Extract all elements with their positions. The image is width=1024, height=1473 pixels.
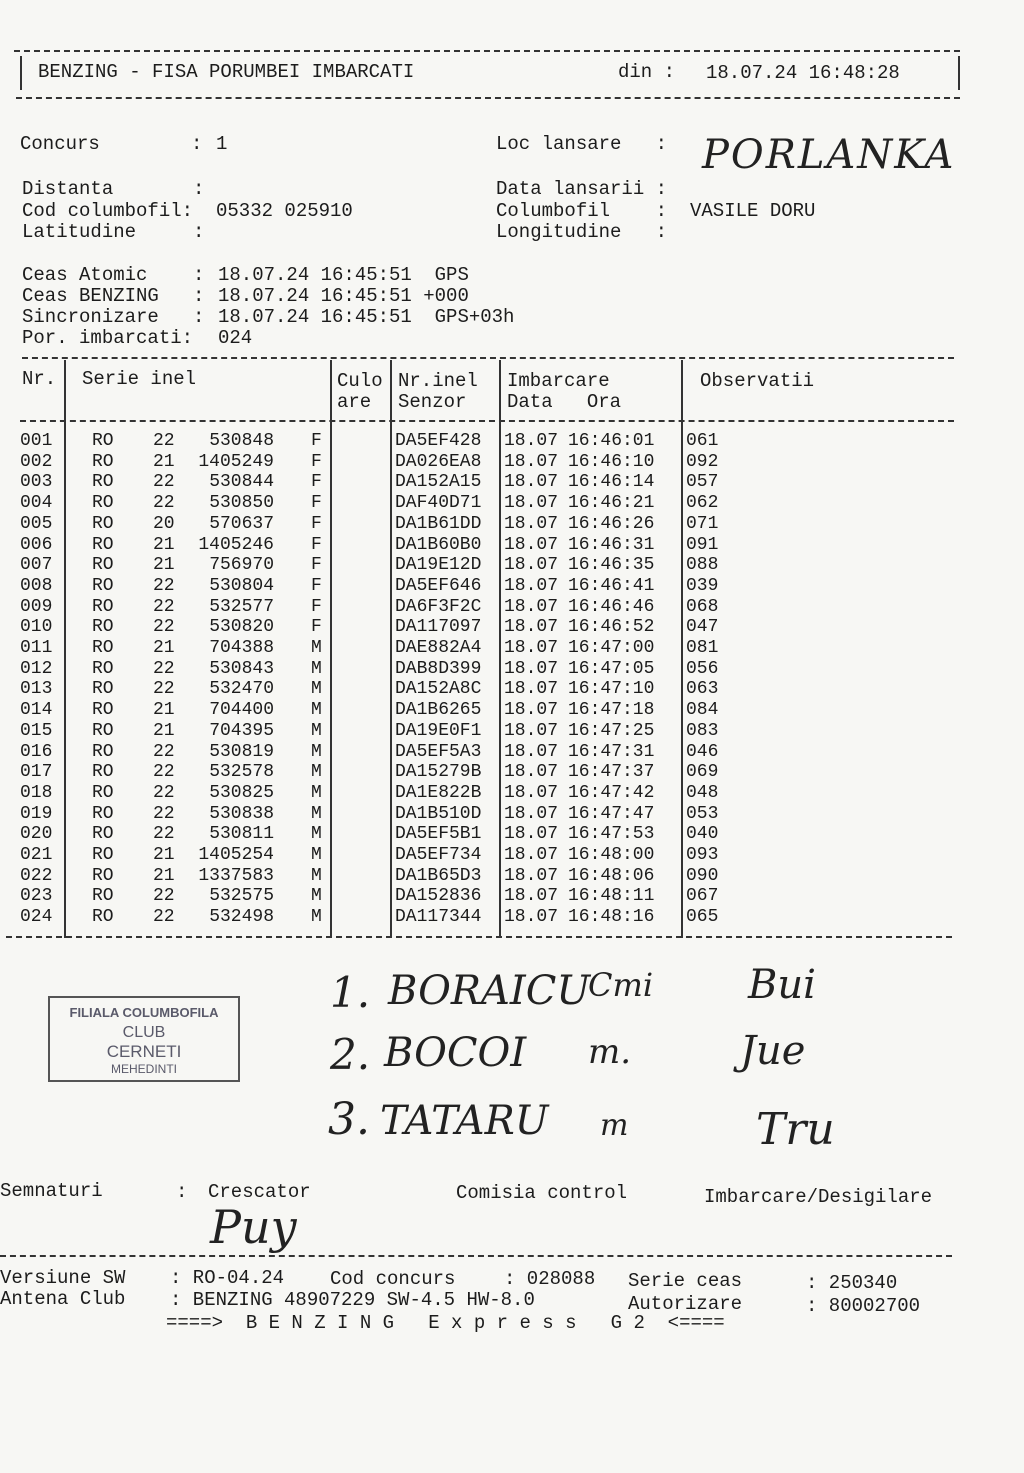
commission-1-name: BORAICU [388,968,591,1014]
col-sep-culoare [390,360,392,938]
cell-sex: M [311,782,322,803]
antena-club-value: : BENZING 48907229 SW-4.5 HW-8.0 [170,1289,535,1311]
col-header-nr-inel-1: Nr.inel [398,370,478,392]
table-bottom-border [6,936,952,938]
cell-senzor: DA152A15 [395,472,482,493]
ceas-benzing-value: 18.07.24 16:45:51 +000 [218,285,469,307]
cell-ora: 16:47:31 [568,741,655,762]
cell-sex: F [311,596,322,617]
cell-ora: 16:47:37 [568,762,655,783]
cell-obs: 093 [686,845,719,865]
imbarcare-desigilare-label: Imbarcare/Desigilare [704,1186,933,1208]
cell-data: 18.07 [504,720,559,741]
stamp-line-1: FILIALA COLUMBOFILA [69,1005,219,1020]
loc-lansare-handwritten: PORLANKA [702,132,956,178]
cell-senzor: DA1B61DD [395,513,482,534]
cell-senzor: DA026EA8 [395,451,482,472]
cell-ora: 16:46:35 [568,555,655,576]
cell-ora: 16:47:42 [568,782,655,803]
col-sep-imbarcare [681,360,683,938]
cell-an: 22 [153,803,175,824]
cell-ora: 16:47:18 [568,700,655,721]
cell-tara: RO [92,886,114,907]
cell-ora: 16:48:06 [568,865,655,886]
cell-nr: 015 [20,720,53,741]
loc-lansare-label: Loc lansare : [496,133,668,155]
cell-an: 21 [153,555,175,576]
porumbei-imbarcati-label: Por. imbarcati: [22,327,194,349]
cell-an: 22 [153,431,175,451]
commission-2-signature: Jue [740,1028,806,1074]
cell-tara: RO [92,907,114,928]
cell-nr: 002 [20,451,53,472]
header-top-border [14,50,960,52]
cell-tara: RO [92,679,114,700]
cell-sex: F [311,534,322,555]
cell-sex: M [311,762,322,783]
cell-data: 18.07 [504,472,559,493]
cell-senzor: DAF40D71 [395,493,482,514]
cell-sex: M [311,865,322,886]
commission-1-role: Cmi [588,966,654,1004]
cell-senzor: DA6F3F2C [395,596,482,617]
commission-2-number: 2. [330,1030,371,1079]
cell-sex: M [311,720,322,741]
cod-concurs-value: : 028088 [504,1268,596,1290]
sincronizare-label: Sincronizare : [22,306,205,328]
cell-tara: RO [92,451,114,472]
porumbei-imbarcati-value: 024 [218,327,253,349]
cell-ora: 16:46:10 [568,451,655,472]
versiune-sw-value: : RO-04.24 [170,1267,285,1289]
cell-sex: F [311,431,322,451]
cell-inel: 530811 [209,824,274,845]
cell-sex: F [311,513,322,534]
cell-data: 18.07 [504,679,559,700]
col-header-observatii: Observatii [700,370,815,392]
cell-data: 18.07 [504,824,559,845]
cell-sex: M [311,741,322,762]
cell-inel: 532577 [209,596,274,617]
cell-sex: M [311,658,322,679]
cell-senzor: DAE882A4 [395,638,482,658]
cell-nr: 013 [20,679,53,700]
cell-inel: 1337583 [198,865,274,886]
cell-data: 18.07 [504,907,559,928]
cell-nr: 004 [20,493,53,514]
cell-sex: F [311,451,322,472]
table-header-top-border [22,357,954,359]
cell-nr: 020 [20,824,53,845]
cell-an: 20 [153,513,175,534]
cell-sex: M [311,824,322,845]
cell-nr: 024 [20,907,53,928]
cell-data: 18.07 [504,886,559,907]
footer-top-border [0,1255,952,1257]
cell-tara: RO [92,431,114,451]
cell-senzor: DA1E822B [395,782,482,803]
cell-obs: 063 [686,679,719,700]
cell-nr: 022 [20,865,53,886]
col-sep-senzor [499,360,501,938]
cell-nr: 011 [20,638,53,658]
cell-nr: 012 [20,658,53,679]
cell-sex: M [311,638,322,658]
cell-inel: 756970 [209,555,274,576]
cell-senzor: DA5EF428 [395,431,482,451]
cell-sex: M [311,907,322,928]
commission-1-number: 1. [330,968,371,1017]
cell-senzor: DA5EF734 [395,845,482,865]
cell-data: 18.07 [504,451,559,472]
cell-tara: RO [92,555,114,576]
cell-nr: 016 [20,741,53,762]
cell-senzor: DA19E12D [395,555,482,576]
crescator-label: Crescator [208,1181,311,1203]
commission-2-role: m. [588,1032,632,1072]
cell-ora: 16:47:05 [568,658,655,679]
cell-an: 21 [153,865,175,886]
columbofil-label: Columbofil : [496,200,668,222]
cell-ora: 16:47:53 [568,824,655,845]
cell-tara: RO [92,638,114,658]
cell-ora: 16:48:11 [568,886,655,907]
cell-an: 22 [153,907,175,928]
cell-ora: 16:46:26 [568,513,655,534]
cell-an: 21 [153,534,175,555]
col-sep-serie [330,360,332,938]
cell-nr: 018 [20,782,53,803]
cell-sex: F [311,575,322,596]
semnaturi-colon: : [176,1181,188,1203]
cell-senzor: DA1B510D [395,803,482,824]
document-title: BENZING - FISA PORUMBEI IMBARCATI [38,61,415,83]
cell-inel: 570637 [209,513,274,534]
cell-nr: 008 [20,575,53,596]
col-header-nr: Nr. [22,368,57,390]
cell-obs: 046 [686,741,719,762]
cell-obs: 069 [686,762,719,783]
cell-data: 18.07 [504,555,559,576]
col-header-culoare-2: are [337,391,372,413]
cell-tara: RO [92,493,114,514]
cell-an: 22 [153,886,175,907]
cell-ora: 16:46:52 [568,617,655,638]
cell-obs: 057 [686,472,719,493]
cell-tara: RO [92,472,114,493]
cell-senzor: DA1B60B0 [395,534,482,555]
comisia-control-label: Comisia control [456,1182,628,1204]
col-header-culoare-1: Culo [337,370,383,392]
cell-an: 21 [153,451,175,472]
header-right-border [958,56,960,90]
cell-tara: RO [92,824,114,845]
cell-ora: 16:48:16 [568,907,655,928]
cell-obs: 092 [686,451,719,472]
cell-ora: 16:46:41 [568,575,655,596]
club-stamp [48,996,240,1082]
latitudine-label: Latitudine : [22,221,205,243]
cell-ora: 16:46:21 [568,493,655,514]
cell-nr: 017 [20,762,53,783]
cell-inel: 530838 [209,803,274,824]
cell-obs: 088 [686,555,719,576]
autorizare-value: : 80002700 [806,1295,921,1317]
benzing-express-banner: ====> B E N Z I N G E x p r e s s G 2 <==== [166,1312,725,1334]
cell-tara: RO [92,617,114,638]
cell-nr: 023 [20,886,53,907]
stamp-line-4: MEHEDINTI [111,1062,177,1076]
cell-data: 18.07 [504,596,559,617]
distanta-label: Distanta : [22,178,205,200]
cell-nr: 021 [20,845,53,865]
cell-nr: 005 [20,513,53,534]
cell-an: 22 [153,493,175,514]
cell-inel: 530843 [209,658,274,679]
cell-obs: 061 [686,431,719,451]
cell-an: 22 [153,741,175,762]
cell-data: 18.07 [504,782,559,803]
cell-senzor: DA5EF5B1 [395,824,482,845]
cell-obs: 047 [686,617,719,638]
cell-senzor: DA117344 [395,907,482,928]
cell-obs: 083 [686,720,719,741]
cell-inel: 532575 [209,886,274,907]
cell-inel: 1405254 [198,845,274,865]
cell-data: 18.07 [504,575,559,596]
cell-tara: RO [92,762,114,783]
commission-3-number: 3. [328,1094,370,1145]
crescator-signature: Puy [210,1200,297,1254]
cell-inel: 704388 [209,638,274,658]
cell-obs: 039 [686,575,719,596]
cell-obs: 084 [686,700,719,721]
cell-senzor: DA152A8C [395,679,482,700]
cell-inel: 530825 [209,782,274,803]
cell-data: 18.07 [504,658,559,679]
cell-an: 22 [153,824,175,845]
autorizare-label: Autorizare [628,1293,743,1315]
cell-data: 18.07 [504,741,559,762]
antena-club-label: Antena Club [0,1288,126,1310]
cell-data: 18.07 [504,513,559,534]
cell-sex: M [311,700,322,721]
stamp-line-2: CLUB [122,1024,166,1041]
cell-data: 18.07 [504,803,559,824]
cell-ora: 16:46:01 [568,431,655,451]
concurs-label: Concurs : [20,133,203,155]
data-lansarii-label: Data lansarii : [496,178,668,200]
cell-senzor: DA152836 [395,886,482,907]
cell-ora: 16:48:00 [568,845,655,865]
cell-senzor: DAB8D399 [395,658,482,679]
cell-nr: 009 [20,596,53,617]
cell-inel: 530819 [209,741,274,762]
commission-3-signature: Tru [756,1104,835,1155]
commission-2-name: BOCOI [384,1030,527,1076]
cell-tara: RO [92,782,114,803]
cell-obs: 067 [686,886,719,907]
cell-inel: 1405249 [198,451,274,472]
col-header-serie-inel: Serie inel [82,368,197,390]
ceas-atomic-value: 18.07.24 16:45:51 GPS [218,264,469,286]
cell-ora: 16:47:25 [568,720,655,741]
cell-data: 18.07 [504,700,559,721]
cell-sex: F [311,555,322,576]
commission-3-role: m [600,1108,629,1143]
cell-ora: 16:47:47 [568,803,655,824]
header-left-border [20,56,22,90]
din-label: din : [618,61,676,83]
cell-obs: 091 [686,534,719,555]
cell-tara: RO [92,845,114,865]
cell-senzor: DA1B65D3 [395,865,482,886]
cell-obs: 053 [686,803,719,824]
cell-senzor: DA5EF646 [395,575,482,596]
cod-columbofil-label: Cod columbofil: [22,200,194,222]
cell-tara: RO [92,700,114,721]
cell-an: 21 [153,700,175,721]
col-header-imbarcare-1: Imbarcare [507,370,610,392]
cell-obs: 062 [686,493,719,514]
cod-concurs-label: Cod concurs [330,1268,456,1290]
cell-an: 22 [153,762,175,783]
cell-nr: 014 [20,700,53,721]
cell-sex: M [311,845,322,865]
commission-1-signature: Bui [748,962,816,1008]
cell-sex: M [311,679,322,700]
cell-senzor: DA117097 [395,617,482,638]
cell-data: 18.07 [504,617,559,638]
cell-nr: 007 [20,555,53,576]
cell-an: 21 [153,720,175,741]
din-value: 18.07.24 16:48:28 [706,62,900,84]
col-sep-nr [64,360,66,938]
sincronizare-value: 18.07.24 16:45:51 GPS+03h [218,306,515,328]
cell-sex: M [311,886,322,907]
cell-tara: RO [92,658,114,679]
longitudine-label: Longitudine : [496,221,668,243]
header-bottom-border [16,97,960,99]
cell-ora: 16:46:46 [568,596,655,617]
cell-obs: 065 [686,907,719,928]
cell-data: 18.07 [504,493,559,514]
cell-inel: 1405246 [198,534,274,555]
cell-data: 18.07 [504,638,559,658]
cell-senzor: DA19E0F1 [395,720,482,741]
cell-an: 22 [153,575,175,596]
cell-tara: RO [92,720,114,741]
cell-nr: 010 [20,617,53,638]
cell-senzor: DA1B6265 [395,700,482,721]
cell-nr: 003 [20,472,53,493]
cell-inel: 532470 [209,679,274,700]
cell-nr: 006 [20,534,53,555]
cell-data: 18.07 [504,762,559,783]
cell-data: 18.07 [504,534,559,555]
ceas-benzing-label: Ceas BENZING : [22,285,205,307]
cell-data: 18.07 [504,865,559,886]
concurs-value: 1 [216,133,228,155]
commission-3-name: TATARU [380,1098,549,1144]
cell-inel: 530804 [209,575,274,596]
cell-obs: 048 [686,782,719,803]
versiune-sw-label: Versiune SW [0,1267,126,1289]
columbofil-value: VASILE DORU [690,200,816,222]
cell-nr: 001 [20,431,53,451]
cell-an: 22 [153,472,175,493]
cell-inel: 530850 [209,493,274,514]
cell-inel: 530844 [209,472,274,493]
semnaturi-label: Semnaturi [0,1180,103,1202]
cell-obs: 056 [686,658,719,679]
cell-sex: F [311,617,322,638]
serie-ceas-value: : 250340 [806,1272,898,1294]
cell-inel: 704395 [209,720,274,741]
cell-inel: 532498 [209,907,274,928]
cell-nr: 019 [20,803,53,824]
cell-tara: RO [92,513,114,534]
col-header-nr-inel-2: Senzor [398,391,467,413]
cell-sex: M [311,803,322,824]
cell-inel: 530848 [209,431,274,451]
cell-data: 18.07 [504,845,559,865]
cell-an: 22 [153,658,175,679]
cell-obs: 071 [686,513,719,534]
cell-inel: 530820 [209,617,274,638]
cell-tara: RO [92,534,114,555]
cell-tara: RO [92,575,114,596]
cell-an: 21 [153,845,175,865]
cell-tara: RO [92,803,114,824]
cell-obs: 068 [686,596,719,617]
cell-an: 22 [153,679,175,700]
cell-inel: 532578 [209,762,274,783]
stamp-line-3: CERNETI [106,1042,182,1061]
table-header-bottom-border [20,420,954,422]
cell-sex: F [311,472,322,493]
cell-obs: 090 [686,865,719,886]
serie-ceas-label: Serie ceas [628,1270,743,1292]
cell-senzor: DA15279B [395,762,482,783]
cell-an: 22 [153,596,175,617]
cell-sex: F [311,493,322,514]
cell-tara: RO [92,741,114,762]
cell-data: 18.07 [504,431,559,451]
cell-inel: 704400 [209,700,274,721]
cell-obs: 081 [686,638,719,658]
cell-ora: 16:47:00 [568,638,655,658]
cell-senzor: DA5EF5A3 [395,741,482,762]
cod-columbofil-value: 05332 025910 [216,200,353,222]
cell-ora: 16:46:31 [568,534,655,555]
ceas-atomic-label: Ceas Atomic : [22,264,205,286]
cell-tara: RO [92,865,114,886]
col-header-imbarcare-2: Data Ora [507,391,622,413]
cell-an: 21 [153,638,175,658]
cell-ora: 16:46:14 [568,472,655,493]
cell-obs: 040 [686,824,719,845]
cell-ora: 16:47:10 [568,679,655,700]
cell-an: 22 [153,782,175,803]
cell-tara: RO [92,596,114,617]
cell-an: 22 [153,617,175,638]
